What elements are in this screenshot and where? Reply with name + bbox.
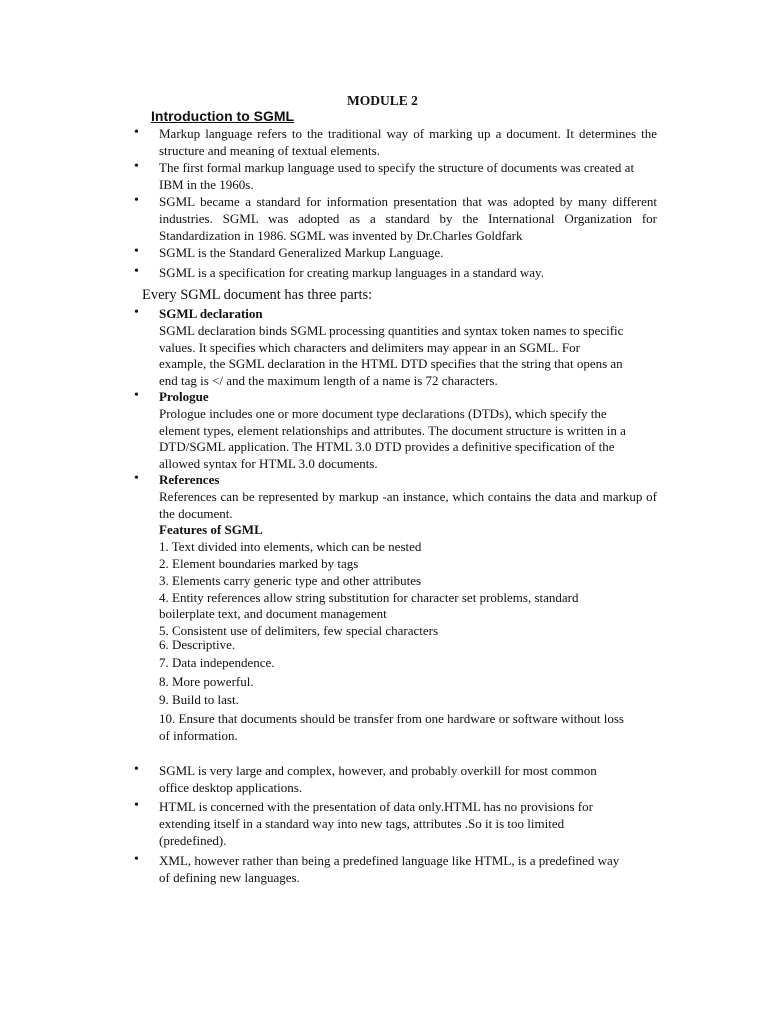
bullet-icon: •	[134, 125, 139, 140]
intro-bullet-text: SGML is a specification for creating markup languages in a standard way.	[159, 265, 544, 280]
intro-heading: Introduction to SGML	[151, 108, 295, 124]
bullet-icon: •	[134, 762, 139, 777]
feature-item: 10. Ensure that documents should be transfer from one hardware or software without loss	[159, 711, 624, 726]
module-title: MODULE 2	[347, 93, 418, 108]
feature-item: 8. More powerful.	[159, 674, 254, 689]
closing-bullet-text	[159, 853, 679, 887]
closing-bullet-text	[159, 763, 679, 797]
closing-line: HTML is concerned with the presentation of data only.HTML has no provisions for	[159, 799, 593, 814]
feature-item: boilerplate text, and document management	[159, 606, 387, 622]
part-line: allowed syntax for HTML 3.0 documents.	[159, 456, 378, 472]
feature-item: 2. Element boundaries marked by tags	[159, 555, 359, 571]
feature-item: 9. Build to last.	[159, 692, 239, 707]
closing-line: office desktop applications.	[159, 779, 303, 795]
bullet-icon: •	[134, 798, 139, 813]
intro-bullet-text: SGML became a standard for information presentation that was adopted by many different industries. SGML was adopted as a standard by the International Organization for Standardization in 1986. SGML was invented by Dr.Charles Goldfark	[159, 194, 657, 243]
part-title: References	[159, 472, 220, 487]
feature-item: 1. Text divided into elements, which can be nested	[159, 539, 422, 555]
bullet-icon: •	[134, 305, 139, 320]
parts-heading: Every SGML document has three parts:	[142, 287, 373, 303]
closing-line: SGML is very large and complex, however, and probably overkill for most common	[159, 763, 597, 778]
bullet-icon: •	[134, 159, 139, 174]
intro-bullet-text: SGML is the Standard Generalized Markup Language.	[159, 245, 444, 260]
part-title: Prologue	[159, 389, 209, 404]
part-title: SGML declaration	[159, 306, 263, 321]
part-text: References can be represented by markup -an instance, which contains the data and markup of the document.	[159, 488, 657, 521]
part-line: DTD/SGML application. The HTML 3.0 DTD provides a definitive specification of the	[159, 439, 615, 455]
feature-item: 4. Entity references allow string substitution for character set problems, standard	[159, 589, 579, 605]
feature-item: 7. Data independence.	[159, 655, 275, 670]
part-line: end tag is </ and the maximum length of a name is 72 characters.	[159, 373, 498, 389]
bullet-icon: •	[134, 388, 139, 403]
feature-item: of information.	[159, 728, 238, 743]
closing-bullet-text	[159, 799, 679, 849]
part-references	[159, 472, 657, 640]
part-line: example, the SGML declaration in the HTML DTD specifies that the string that opens an	[159, 356, 623, 372]
closing-line: XML, however rather than being a predefined language like HTML, is a predefined way	[159, 853, 620, 868]
intro-bullet-text: The first formal markup language used to specify the structure of documents was created at IBM in the 1960s.	[159, 160, 635, 192]
intro-bullet-text: Markup language refers to the traditional way of marking up a document. It determines the structure and meaning of textual elements.	[159, 126, 657, 158]
part-line: values. It specifies which characters and delimiters may appear in an SGML. For	[159, 339, 580, 355]
closing-line: (predefined).	[159, 832, 227, 848]
part-line: SGML declaration binds SGML processing quantities and syntax token names to specific	[159, 322, 624, 338]
closing-line: extending itself in a standard way into new tags, attributes .So it is too limited	[159, 815, 565, 831]
part-line: Prologue includes one or more document type declarations (DTDs), which specify the	[159, 405, 607, 421]
bullet-icon: •	[134, 244, 139, 259]
closing-line: of defining new languages.	[159, 869, 300, 885]
bullet-icon: •	[134, 193, 139, 208]
features-heading: Features of SGML	[159, 522, 263, 538]
bullet-icon: •	[134, 471, 139, 486]
bullet-icon: •	[134, 852, 139, 867]
bullet-icon: •	[134, 264, 139, 279]
feature-item: 6. Descriptive.	[159, 637, 236, 652]
feature-item: 5. Consistent use of delimiters, few special characters	[159, 623, 439, 639]
part-sgml-declaration	[159, 306, 679, 390]
part-prologue	[159, 389, 679, 473]
feature-item: 3. Elements carry generic type and other attributes	[159, 572, 422, 588]
part-line: element types, element relationships and attributes. The document structure is written in a	[159, 422, 626, 438]
